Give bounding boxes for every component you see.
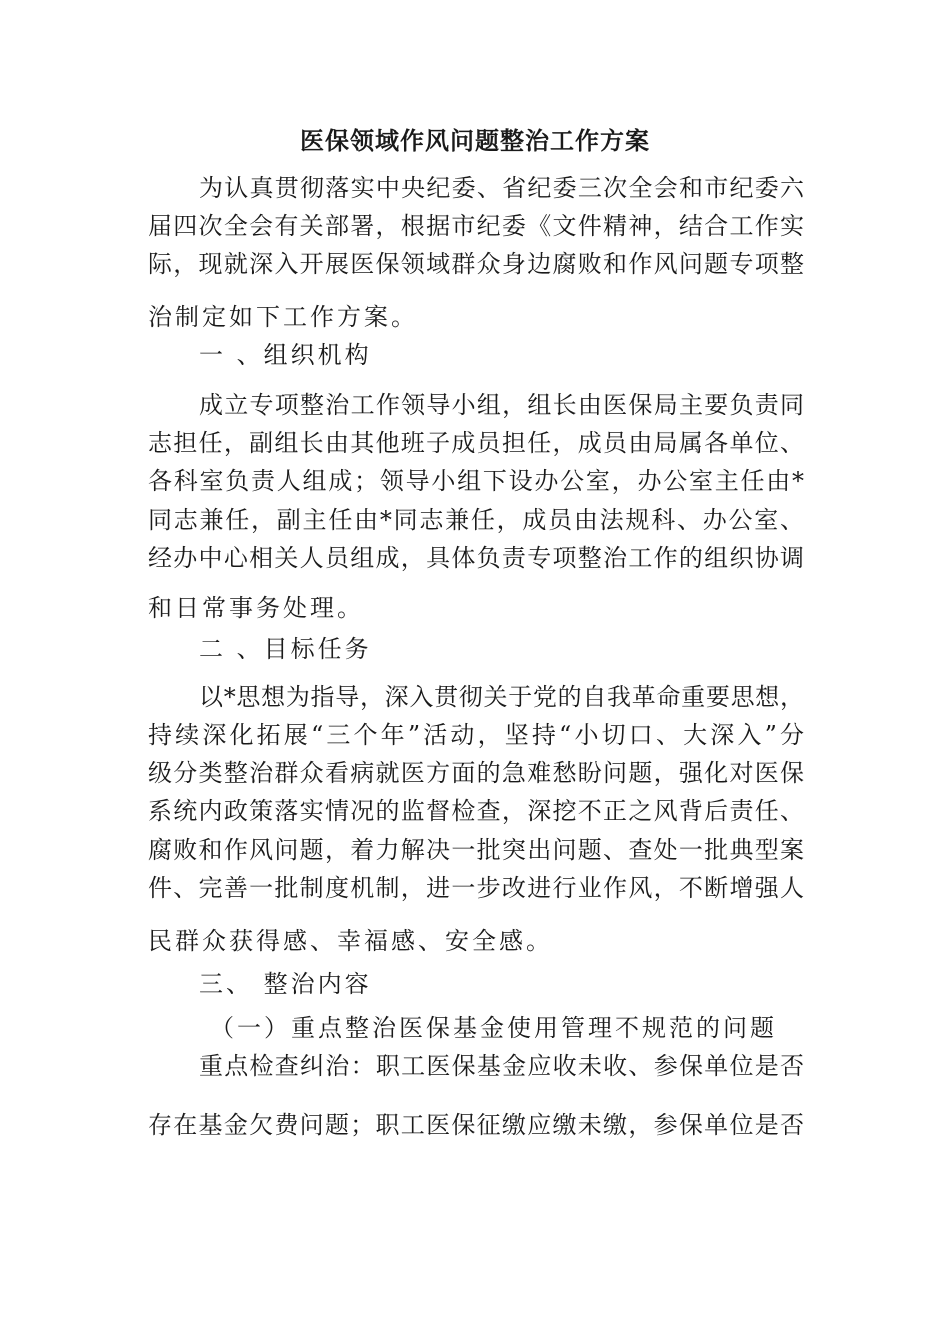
paragraph-line: 各科室负责人组成；领导小组下设办公室，办公室主任由* [148,467,804,495]
paragraph-line: 际，现就深入开展医保领域群众身边腐败和作风问题专项整 [148,250,804,278]
section-heading-2: 二 、目标任务 [199,635,372,663]
paragraph-line: 持续深化拓展“三个年”活动，坚持“小切口、大深入”分 [148,721,804,749]
document-title: 医保领域作风问题整治工作方案 [300,126,650,155]
paragraph-line: 级分类整治群众看病就医方面的急难愁盼问题，强化对医保 [148,759,804,787]
paragraph-line: 腐败和作风问题，着力解决一批突出问题、查处一批典型案 [148,836,804,864]
paragraph-line: 存在基金欠费问题；职工医保征缴应缴未缴，参保单位是否 [148,1111,804,1139]
paragraph-line: 为认真贯彻落实中央纪委、省纪委三次全会和市纪委六 [199,174,804,202]
paragraph-line: 和日常事务处理。 [148,594,364,622]
paragraph-line: 同志兼任，副主任由*同志兼任，成员由法规科、办公室、 [148,506,804,534]
paragraph-line: 民群众获得感、幸福感、安全感。 [148,927,553,955]
paragraph-line: 经办中心相关人员组成，具体负责专项整治工作的组织协调 [148,544,804,572]
paragraph-line: 治制定如下工作方案。 [148,303,418,331]
paragraph-line: 重点检查纠治：职工医保基金应收未收、参保单位是否 [199,1052,804,1080]
paragraph-line: 件、完善一批制度机制，进一步改进行业作风，不断增强人 [148,874,804,902]
paragraph-line: 以*思想为指导，深入贯彻关于党的自我革命重要思想， [199,683,804,711]
paragraph-line: 届四次全会有关部署，根据市纪委《文件精神，结合工作实 [148,212,804,240]
paragraph-line: 系统内政策落实情况的监督检查，深挖不正之风背后责任、 [148,797,804,825]
paragraph-line: 成立专项整治工作领导小组，组长由医保局主要负责同 [199,391,804,419]
section-heading-3: 三、 整治内容 [199,970,372,998]
section-heading-1: 一 、组织机构 [199,341,372,369]
subsection-heading-1: （一）重点整治医保基金使用管理不规范的问题 [210,1014,777,1042]
paragraph-line: 志担任，副组长由其他班子成员担任，成员由局属各单位、 [148,429,804,457]
